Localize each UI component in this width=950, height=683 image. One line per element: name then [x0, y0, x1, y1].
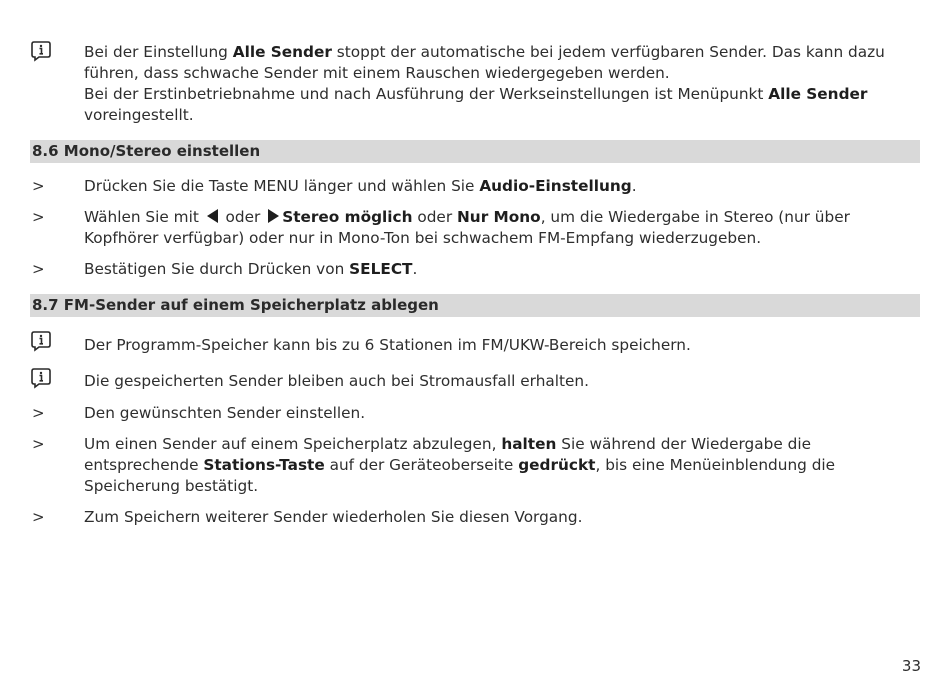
section-heading-8-7 — [30, 294, 920, 317]
step-marker: > — [32, 177, 45, 195]
step-marker: > — [32, 508, 45, 526]
triangle-right-icon — [268, 209, 279, 223]
step-text: Zum Speichern weiterer Sender wiederholen Sie diesen Vorgang. — [84, 508, 583, 526]
step-text: Drücken Sie die Taste MENU länger und wählen Sie Audio-Einstellung. — [84, 177, 637, 195]
step-marker: > — [32, 260, 45, 278]
info-note-text: Bei der Einstellung Alle Sender stoppt der automatische bei jedem verfügbaren Sender. Das kann dazu führen, dass schwache Sender mit einem Rauschen wiedergegeben werden. Bei der Erstinbetriebnahme und nach Ausführung der Werkseinstellungen ist Menüpunkt Alle Sender voreingestellt. — [84, 43, 885, 124]
triangle-left-icon — [207, 209, 218, 223]
page-number: 33 — [901, 657, 921, 675]
section-title: 8.7 FM-Sender auf einem Speicherplatz ablegen — [32, 296, 439, 314]
info-note-text: Die gespeicherten Sender bleiben auch bei Stromausfall erhalten. — [84, 372, 589, 390]
step-marker: > — [32, 404, 45, 422]
step-marker: > — [32, 208, 45, 226]
step-text: Um einen Sender auf einem Speicherplatz abzulegen, halten Sie während der Wiedergabe die entsprechende Stations-Taste auf der Geräteoberseite gedrückt, bis eine Menüeinblendung die Speicherung bestätigt. — [84, 435, 836, 495]
step-text: Den gewünschten Sender einstellen. — [84, 404, 366, 422]
section-heading-8-6 — [30, 140, 920, 163]
step-text: Bestätigen Sie durch Drücken von SELECT. — [84, 260, 418, 278]
info-icon — [30, 330, 54, 352]
section-title: 8.6 Mono/Stereo einstellen — [32, 142, 261, 160]
step-text: Wählen Sie mit oder Stereo möglich oder Nur Mono, um die Wiedergabe in Stereo (nur über Kopfhörer verfügbar) oder nur in Mono-Ton bei schwachem FM-Empfang wiederzugeben. — [84, 208, 850, 247]
info-icon — [30, 40, 54, 62]
step-marker: > — [32, 435, 45, 453]
info-note-text: Der Programm-Speicher kann bis zu 6 Stationen im FM/UKW-Bereich speichern. — [84, 336, 691, 354]
info-icon — [30, 367, 54, 389]
